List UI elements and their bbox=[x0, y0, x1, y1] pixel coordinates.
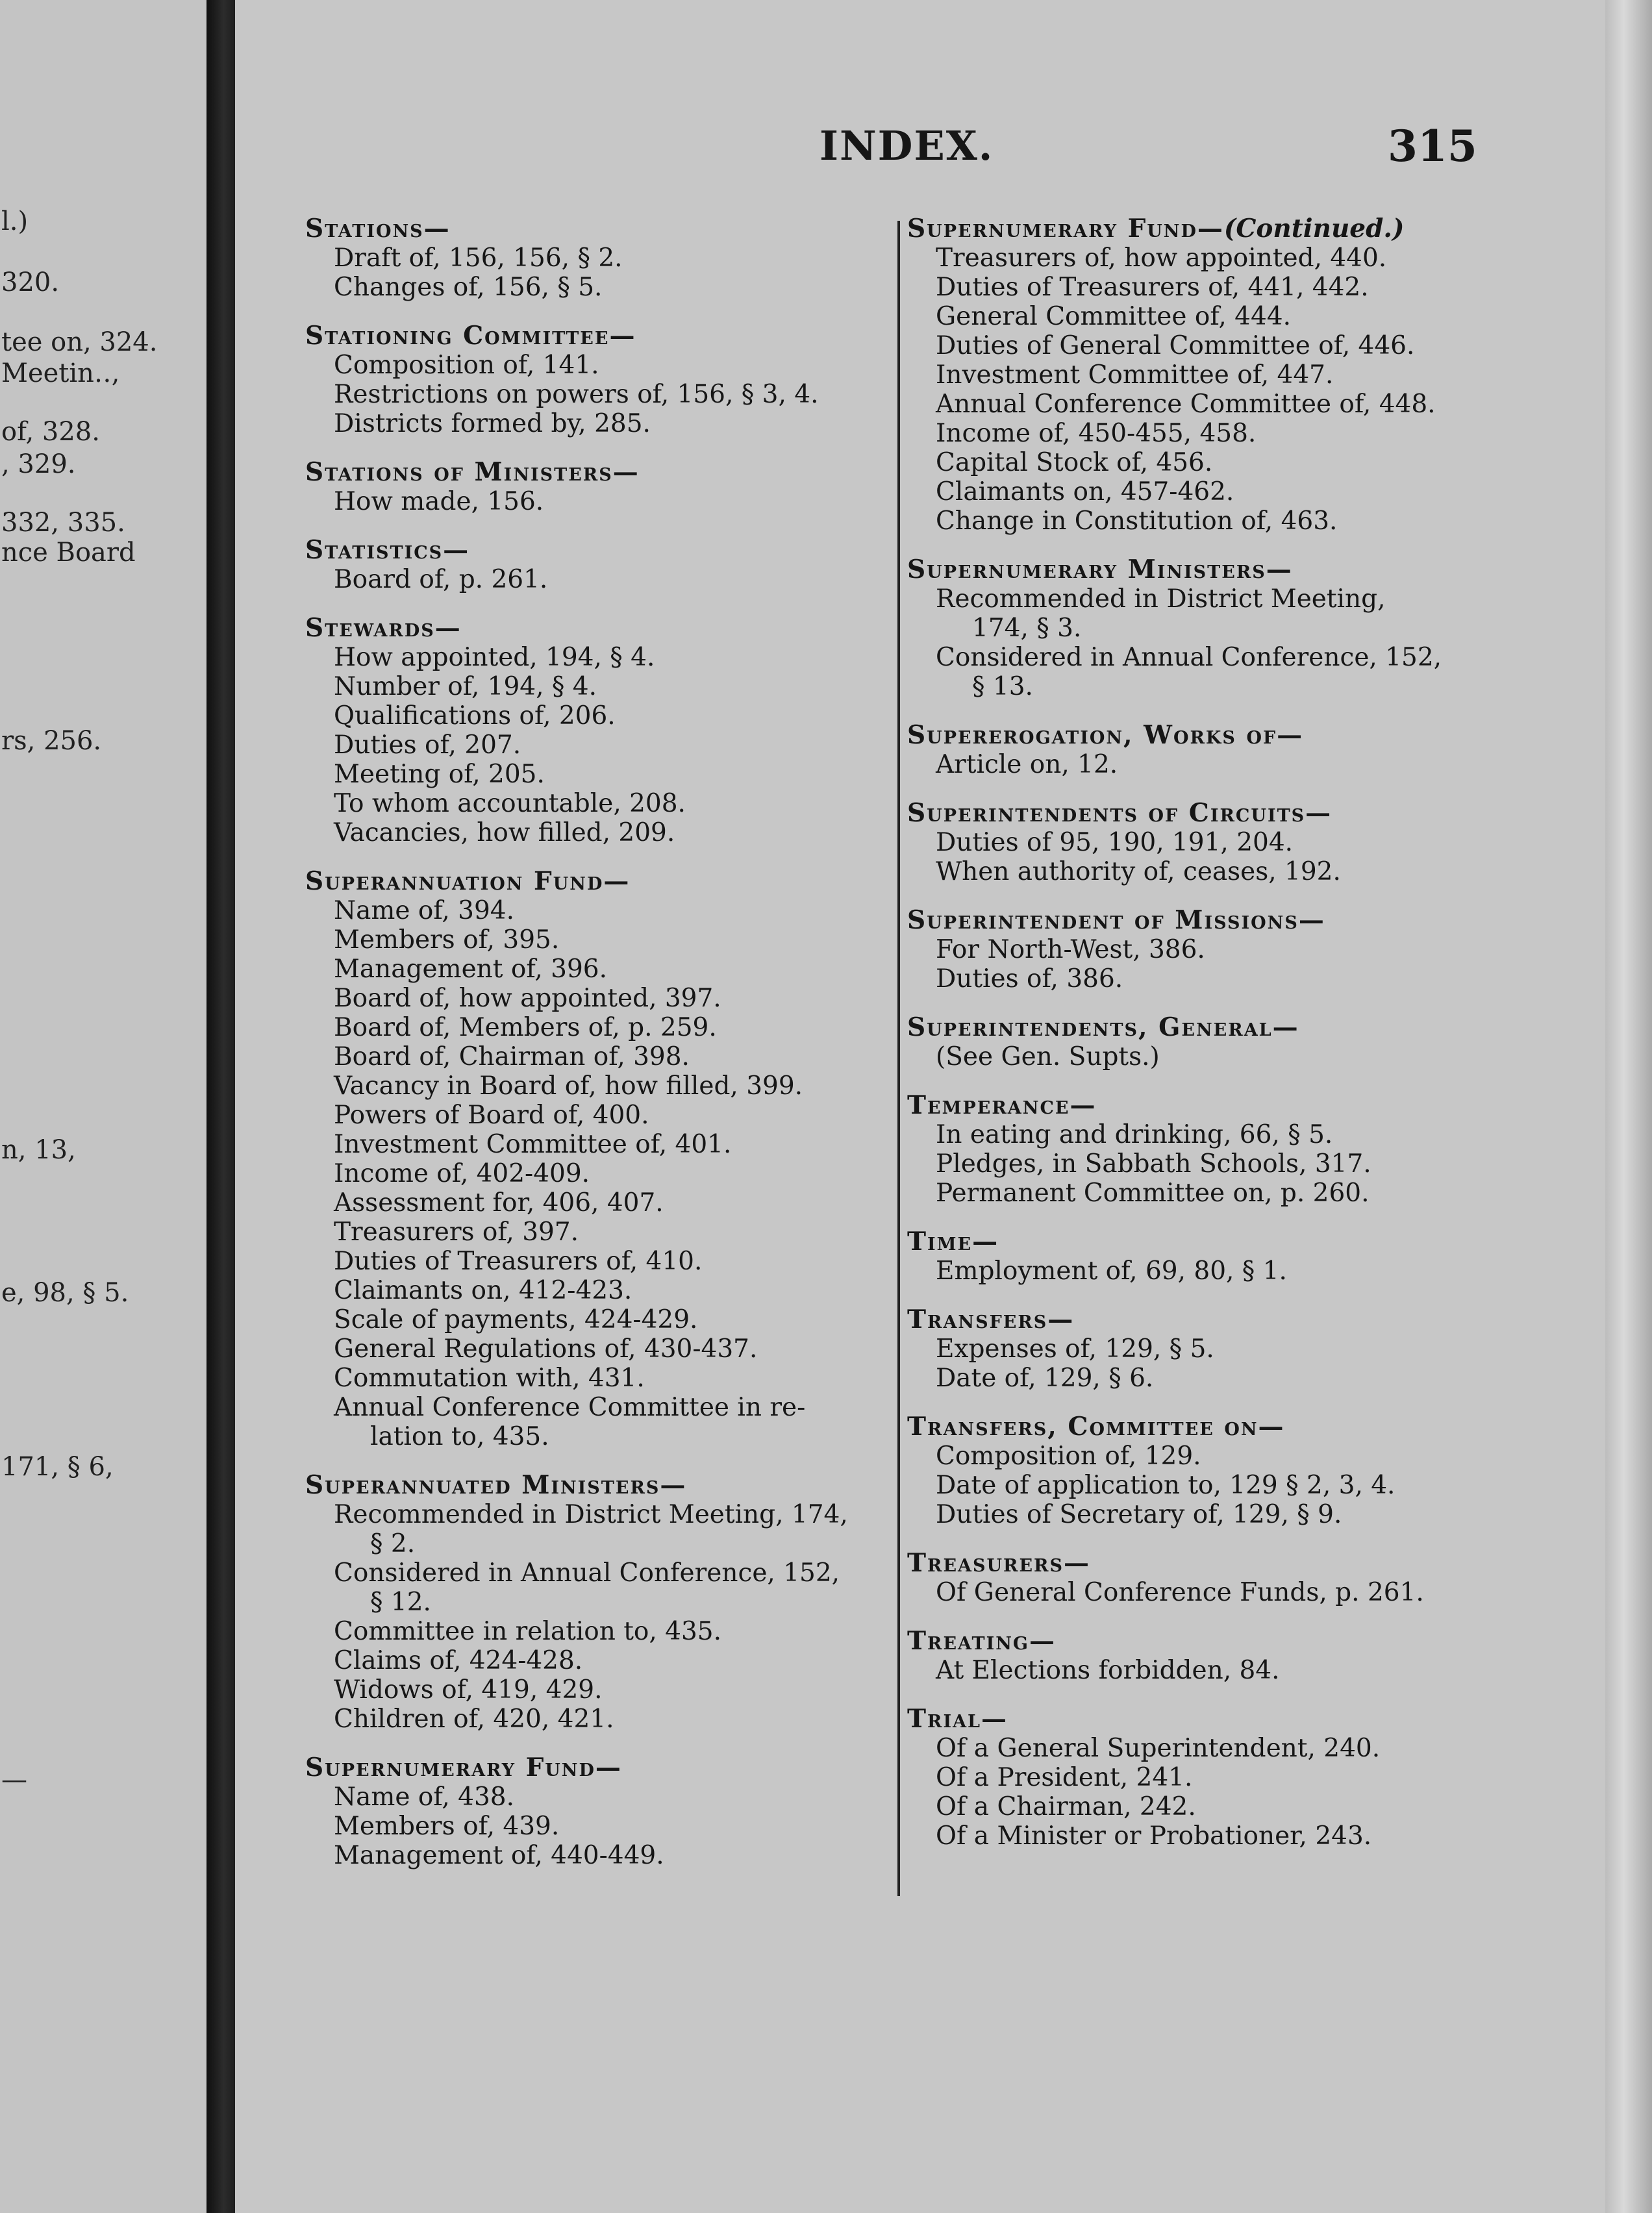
left-fragment: , 329. bbox=[1, 449, 76, 479]
entry-reference: Considered in Annual Conference, 152, bbox=[334, 1558, 840, 1588]
index-entry bbox=[305, 614, 909, 847]
entry-reference: Article on, 12. bbox=[936, 750, 1118, 779]
entry-reference: General Committee of, 444. bbox=[936, 302, 1292, 331]
entry-reference: How appointed, 194, § 4. bbox=[334, 643, 655, 672]
left-fragment: l.) bbox=[1, 206, 29, 236]
entry-reference: Of General Conference Funds, p. 261. bbox=[936, 1578, 1424, 1607]
entry-reference: Duties of Secretary of, 129, § 9. bbox=[936, 1500, 1342, 1529]
entry-heading bbox=[907, 906, 1570, 935]
entry-reference: Treasurers of, 397. bbox=[334, 1218, 579, 1247]
entry-heading bbox=[305, 458, 909, 487]
entry-heading bbox=[907, 1305, 1570, 1334]
entry-heading bbox=[305, 1471, 909, 1500]
entry-reference: Expenses of, 129, § 5. bbox=[936, 1334, 1214, 1364]
entry-heading-text: Stationing Committee— bbox=[305, 321, 636, 351]
entry-reference: Considered in Annual Conference, 152, bbox=[936, 643, 1442, 672]
entry-reference: Name of, 394. bbox=[334, 896, 514, 925]
entry-heading-text: Superintendent of Missions— bbox=[907, 905, 1325, 935]
entry-reference: Of a Minister or Probationer, 243. bbox=[936, 1821, 1372, 1851]
entry-reference: Widows of, 419, 429. bbox=[334, 1675, 603, 1705]
entry-reference: Claims of, 424-428. bbox=[334, 1646, 583, 1675]
entry-reference: Composition of, 141. bbox=[334, 351, 599, 380]
entry-reference: Scale of payments, 424-429. bbox=[334, 1305, 698, 1334]
entry-heading-text: Supernumerary Fund— bbox=[305, 1753, 622, 1782]
entry-reference: Powers of Board of, 400. bbox=[334, 1101, 649, 1130]
entry-reference: Of a Chairman, 242. bbox=[936, 1792, 1196, 1821]
entry-reference: Meeting of, 205. bbox=[334, 760, 545, 789]
entry-reference: At Elections forbidden, 84. bbox=[936, 1656, 1280, 1685]
left-fragment: of, 328. bbox=[1, 417, 100, 447]
entry-reference: Duties of 95, 190, 191, 204. bbox=[936, 828, 1294, 857]
entry-reference: Vacancy in Board of, how filled, 399. bbox=[334, 1071, 803, 1101]
left-fragment: e, 98, § 5. bbox=[1, 1278, 129, 1308]
entry-heading bbox=[907, 1412, 1570, 1442]
index-entry bbox=[907, 906, 1570, 994]
index-entry bbox=[907, 721, 1570, 779]
left-fragment: Meetin‥, bbox=[1, 358, 120, 388]
index-entry bbox=[305, 214, 909, 302]
entry-reference: Employment of, 69, 80, § 1. bbox=[936, 1257, 1287, 1286]
entry-reference: General Regulations of, 430-437. bbox=[334, 1334, 758, 1364]
index-page bbox=[235, 0, 1605, 2213]
entry-heading-text: Trial— bbox=[907, 1704, 1008, 1734]
entry-heading bbox=[907, 555, 1570, 584]
entry-reference: 174, § 3. bbox=[972, 614, 1082, 643]
entry-heading bbox=[907, 1705, 1570, 1734]
left-fragment: 332, 335. bbox=[1, 508, 125, 538]
entry-heading-text: Statistics— bbox=[305, 535, 470, 565]
entry-heading bbox=[305, 321, 909, 351]
page-title: INDEX. bbox=[820, 122, 994, 169]
entry-heading bbox=[305, 214, 909, 244]
entry-reference: Composition of, 129. bbox=[936, 1442, 1201, 1471]
page-edge bbox=[1605, 0, 1652, 2213]
index-entry bbox=[305, 321, 909, 438]
entry-heading bbox=[907, 1091, 1570, 1120]
entry-heading bbox=[907, 721, 1570, 750]
entry-heading bbox=[907, 1227, 1570, 1257]
entry-reference: Draft of, 156, 156, § 2. bbox=[334, 244, 623, 273]
entry-reference: lation to, 435. bbox=[370, 1422, 549, 1451]
entry-reference: Board of, Chairman of, 398. bbox=[334, 1042, 690, 1071]
entry-reference: Pledges, in Sabbath Schools, 317. bbox=[936, 1149, 1371, 1179]
entry-reference: Income of, 402-409. bbox=[334, 1159, 590, 1188]
entry-reference: § 2. bbox=[370, 1529, 416, 1558]
entry-reference: Annual Conference Committee of, 448. bbox=[936, 390, 1436, 419]
page-number: 315 bbox=[1388, 121, 1477, 171]
entry-heading-text: Superintendents of Circuits— bbox=[907, 798, 1333, 828]
left-column bbox=[305, 214, 909, 1890]
entry-reference: Members of, 439. bbox=[334, 1812, 560, 1841]
index-entry bbox=[907, 1091, 1570, 1208]
right-column bbox=[907, 214, 1570, 1870]
index-entry bbox=[907, 1013, 1570, 1071]
entry-reference: Annual Conference Committee in re- bbox=[334, 1393, 806, 1422]
index-entry bbox=[305, 867, 909, 1451]
index-entry bbox=[305, 536, 909, 594]
entry-reference: Treasurers of, how appointed, 440. bbox=[936, 244, 1387, 273]
entry-reference: Investment Committee of, 401. bbox=[334, 1130, 732, 1159]
entry-reference: Children of, 420, 421. bbox=[334, 1705, 614, 1734]
entry-reference: Management of, 396. bbox=[334, 955, 608, 984]
entry-heading bbox=[305, 1753, 909, 1782]
left-fragment: 171, § 6, bbox=[1, 1452, 114, 1482]
entry-reference: Investment Committee of, 447. bbox=[936, 360, 1334, 390]
entry-heading-text: Supernumerary Ministers— bbox=[907, 555, 1293, 584]
index-entry bbox=[907, 214, 1570, 536]
entry-reference: Income of, 450-455, 458. bbox=[936, 419, 1257, 448]
entry-heading bbox=[907, 214, 1570, 244]
entry-reference: Restrictions on powers of, 156, § 3, 4. bbox=[334, 380, 819, 409]
left-facing-page bbox=[0, 0, 206, 2213]
entry-reference: Change in Constitution of, 463. bbox=[936, 506, 1338, 536]
left-fragment: — bbox=[1, 1765, 27, 1795]
entry-heading-text: Superannuation Fund— bbox=[305, 866, 631, 896]
index-entry bbox=[907, 1627, 1570, 1685]
entry-reference: Of a President, 241. bbox=[936, 1763, 1193, 1792]
index-entry bbox=[907, 1227, 1570, 1286]
entry-heading-text: Supererogation, Works of— bbox=[907, 720, 1304, 750]
entry-heading-text: Stations— bbox=[305, 214, 451, 244]
entry-reference: Committee in relation to, 435. bbox=[334, 1617, 722, 1646]
entry-heading bbox=[907, 1013, 1570, 1042]
entry-heading-text: Stewards— bbox=[305, 613, 462, 643]
index-entry bbox=[907, 1549, 1570, 1607]
entry-heading bbox=[305, 867, 909, 896]
left-fragment: rs, 256. bbox=[1, 726, 102, 756]
entry-reference: For North-West, 386. bbox=[936, 935, 1205, 964]
entry-heading bbox=[305, 536, 909, 565]
entry-heading-text: Superintendents, General— bbox=[907, 1012, 1299, 1042]
index-entry bbox=[907, 1305, 1570, 1393]
left-fragment: 320. bbox=[1, 268, 60, 297]
entry-heading-text: Treating— bbox=[907, 1626, 1056, 1656]
entry-heading-text: Treasurers— bbox=[907, 1548, 1090, 1578]
entry-heading-continued: (Continued.) bbox=[1223, 214, 1405, 244]
entry-heading-text: Temperance— bbox=[907, 1090, 1097, 1120]
entry-reference: Districts formed by, 285. bbox=[334, 409, 651, 438]
index-entry bbox=[907, 1412, 1570, 1529]
entry-reference: Capital Stock of, 456. bbox=[936, 448, 1213, 477]
entry-reference: How made, 156. bbox=[334, 487, 544, 516]
entry-heading bbox=[305, 614, 909, 643]
entry-reference: To whom accountable, 208. bbox=[334, 789, 686, 818]
entry-reference: Recommended in District Meeting, 174, bbox=[334, 1500, 848, 1529]
entry-reference: Date of application to, 129 § 2, 3, 4. bbox=[936, 1471, 1395, 1500]
entry-heading-text: Transfers— bbox=[907, 1305, 1075, 1334]
entry-reference: In eating and drinking, 66, § 5. bbox=[936, 1120, 1333, 1149]
entry-heading-text: Stations of Ministers— bbox=[305, 457, 640, 487]
entry-reference: Commutation with, 431. bbox=[334, 1364, 645, 1393]
entry-reference: § 13. bbox=[972, 672, 1033, 701]
left-fragment: nce Board bbox=[1, 538, 136, 568]
entry-heading-text: Supernumerary Fund— bbox=[907, 214, 1224, 244]
entry-reference: Of a General Superintendent, 240. bbox=[936, 1734, 1381, 1763]
entry-reference: Recommended in District Meeting, bbox=[936, 584, 1386, 614]
entry-reference: Board of, how appointed, 397. bbox=[334, 984, 721, 1013]
entry-reference: Name of, 438. bbox=[334, 1782, 514, 1812]
index-entry bbox=[305, 1471, 909, 1734]
entry-reference: Duties of General Committee of, 446. bbox=[936, 331, 1415, 360]
index-entry bbox=[305, 1753, 909, 1870]
entry-reference: Board of, Members of, p. 259. bbox=[334, 1013, 717, 1042]
entry-heading bbox=[907, 1549, 1570, 1578]
index-entry bbox=[907, 1705, 1570, 1851]
entry-heading-text: Superannuated Ministers— bbox=[305, 1470, 687, 1500]
entry-reference: Duties of Treasurers of, 410. bbox=[334, 1247, 703, 1276]
entry-reference: (See Gen. Supts.) bbox=[936, 1042, 1160, 1071]
entry-reference: § 12. bbox=[370, 1588, 431, 1617]
entry-reference: Vacancies, how filled, 209. bbox=[334, 818, 675, 847]
entry-reference: Members of, 395. bbox=[334, 925, 560, 955]
entry-reference: Duties of Treasurers of, 441, 442. bbox=[936, 273, 1369, 302]
entry-heading-text: Transfers, Committee on— bbox=[907, 1412, 1285, 1442]
index-entry bbox=[907, 799, 1570, 886]
entry-heading bbox=[907, 1627, 1570, 1656]
entry-reference: Duties of, 207. bbox=[334, 731, 521, 760]
entry-reference: Claimants on, 457-462. bbox=[936, 477, 1234, 506]
entry-reference: Management of, 440-449. bbox=[334, 1841, 664, 1870]
entry-reference: Assessment for, 406, 407. bbox=[334, 1188, 664, 1218]
entry-reference: Date of, 129, § 6. bbox=[936, 1364, 1154, 1393]
entry-heading bbox=[907, 799, 1570, 828]
entry-reference: Duties of, 386. bbox=[936, 964, 1123, 994]
entry-reference: Permanent Committee on, p. 260. bbox=[936, 1179, 1370, 1208]
entry-reference: Changes of, 156, § 5. bbox=[334, 273, 603, 302]
entry-reference: Claimants on, 412-423. bbox=[334, 1276, 632, 1305]
entry-heading-text: Time— bbox=[907, 1227, 999, 1257]
left-fragment: tee on, 324. bbox=[1, 327, 158, 357]
entry-reference: Number of, 194, § 4. bbox=[334, 672, 597, 701]
book-gutter bbox=[206, 0, 235, 2213]
left-fragment: n, 13, bbox=[1, 1135, 76, 1165]
entry-reference: Board of, p. 261. bbox=[334, 565, 548, 594]
index-entry bbox=[907, 555, 1570, 701]
index-entry bbox=[305, 458, 909, 516]
entry-reference: When authority of, ceases, 192. bbox=[936, 857, 1341, 886]
entry-reference: Qualifications of, 206. bbox=[334, 701, 616, 731]
